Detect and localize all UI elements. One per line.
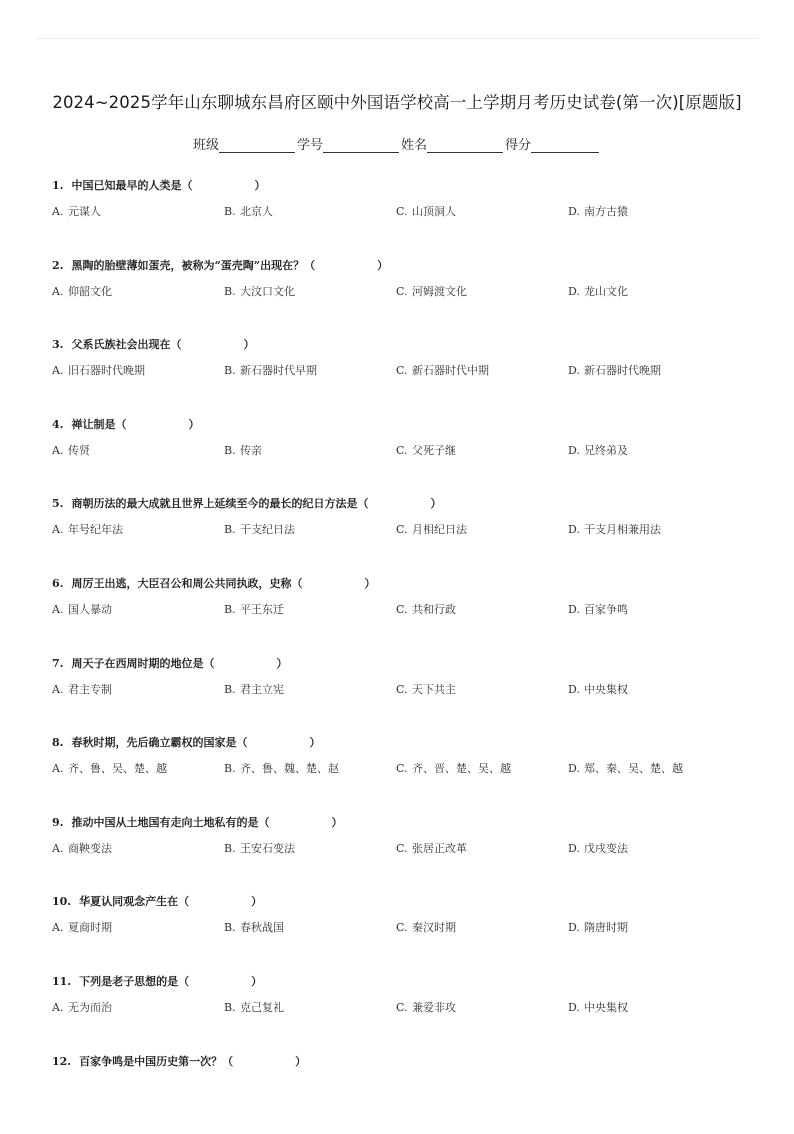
option-item[interactable] <box>396 444 568 458</box>
option-row <box>52 364 752 378</box>
option-letter: B. <box>224 602 236 616</box>
question-number: 6. <box>52 576 64 590</box>
option-row <box>52 762 752 776</box>
question-number: 3. <box>52 338 64 352</box>
option-text: 春秋战国 <box>240 921 284 935</box>
option-letter: B. <box>224 921 236 935</box>
option-letter: C. <box>396 205 408 218</box>
option-text: 北京人 <box>240 205 273 218</box>
option-letter: A. <box>52 205 64 218</box>
option-text: 传贤 <box>68 443 90 457</box>
option-letter: D. <box>568 921 580 935</box>
question-close-paren: ） <box>251 895 263 909</box>
question-item <box>52 418 752 498</box>
option-letter: A. <box>52 682 64 696</box>
option-text: 大汶口文化 <box>240 284 295 298</box>
question-stem <box>52 577 752 603</box>
question-item <box>52 497 752 577</box>
option-text: 王安石变法 <box>240 841 295 855</box>
option-letter: B. <box>224 1000 236 1014</box>
question-stem <box>52 418 752 444</box>
question-number: 5. <box>52 497 64 511</box>
option-text: 中央集权 <box>584 682 628 696</box>
option-item[interactable] <box>568 444 740 458</box>
option-item[interactable] <box>568 921 740 935</box>
option-letter: B. <box>224 841 236 855</box>
option-item[interactable] <box>52 285 224 299</box>
option-text: 隋唐时期 <box>584 921 628 935</box>
option-row <box>52 205 752 219</box>
option-item[interactable] <box>52 364 224 378</box>
question-close-paren: ） <box>276 656 288 670</box>
option-letter: C. <box>396 841 408 855</box>
class-blank[interactable] <box>219 139 295 153</box>
option-item[interactable] <box>568 205 740 219</box>
option-row <box>52 683 752 697</box>
option-row <box>52 444 752 458</box>
option-item[interactable] <box>396 762 568 776</box>
question-text: 中国已知最早的人类是（ <box>71 179 193 192</box>
option-item[interactable] <box>568 683 740 697</box>
question-stem <box>52 1055 752 1081</box>
option-letter: B. <box>224 682 236 696</box>
option-text: 商鞅变法 <box>68 841 112 855</box>
option-letter: A. <box>52 1000 64 1014</box>
question-close-paren: ） <box>188 417 200 431</box>
question-text: 下列是老子思想的是（ <box>79 974 190 988</box>
question-item <box>52 179 752 259</box>
name-blank[interactable] <box>427 139 503 153</box>
question-text: 黑陶的胎壁薄如蛋壳，被称为“蛋壳陶”出现在？（ <box>71 258 316 272</box>
option-text: 君主专制 <box>68 682 112 696</box>
option-letter: C. <box>396 602 408 616</box>
question-item <box>52 259 752 339</box>
option-text: 旧石器时代晚期 <box>68 364 145 378</box>
number-label: 学号 <box>296 138 323 153</box>
option-item[interactable] <box>568 364 740 378</box>
option-letter: B. <box>224 284 236 298</box>
option-text: 山顶洞人 <box>412 205 456 218</box>
option-letter: D. <box>568 523 580 537</box>
name-label: 姓名 <box>401 138 428 153</box>
option-text: 齐、晋、楚、吴、越 <box>412 762 511 776</box>
option-letter: C. <box>396 284 408 298</box>
option-item[interactable] <box>568 842 740 856</box>
option-letter: B. <box>224 205 236 218</box>
name-field <box>401 134 505 153</box>
option-text: 国人暴动 <box>68 602 112 616</box>
option-text: 百家争鸣 <box>584 602 628 616</box>
option-text: 干支月相兼用法 <box>584 523 661 537</box>
option-letter: A. <box>52 762 64 776</box>
option-item[interactable] <box>224 921 396 935</box>
option-letter: B. <box>224 523 236 537</box>
score-blank[interactable] <box>531 139 599 153</box>
option-text: 无为而治 <box>68 1000 112 1014</box>
question-stem <box>52 816 752 842</box>
option-text: 新石器时代早期 <box>240 364 317 378</box>
question-item <box>52 895 752 975</box>
option-letter: A. <box>52 841 64 855</box>
option-text: 齐、鲁、吴、楚、越 <box>68 762 167 776</box>
option-text: 元谋人 <box>68 205 101 218</box>
top-divider <box>36 38 758 39</box>
option-letter: D. <box>568 443 580 457</box>
option-item[interactable] <box>52 683 224 697</box>
question-text: 春秋时期，先后确立霸权的国家是（ <box>71 736 248 750</box>
option-row <box>52 921 752 935</box>
question-text: 父系氏族社会出现在（ <box>71 338 182 352</box>
option-letter: C. <box>396 921 408 935</box>
option-letter: D. <box>568 762 580 776</box>
option-item[interactable] <box>52 1001 224 1015</box>
score-label: 得分 <box>505 138 532 153</box>
option-item[interactable] <box>224 205 396 219</box>
question-item <box>52 736 752 816</box>
option-item[interactable] <box>568 1001 740 1015</box>
option-item[interactable] <box>396 205 568 219</box>
option-letter: D. <box>568 284 580 298</box>
option-letter: C. <box>396 762 408 776</box>
question-stem <box>52 259 752 285</box>
option-item[interactable] <box>396 683 568 697</box>
question-close-paren: ） <box>364 576 376 590</box>
question-number: 2. <box>52 258 64 272</box>
option-item[interactable] <box>396 364 568 378</box>
option-item[interactable] <box>224 683 396 697</box>
question-stem <box>52 736 752 762</box>
question-text: 推动中国从土地国有走向土地私有的是（ <box>71 815 270 829</box>
option-item[interactable] <box>568 285 740 299</box>
student-info-line <box>0 134 794 153</box>
question-text: 周厉王出逃，大臣召公和周公共同执政，史称（ <box>71 576 303 590</box>
option-item[interactable] <box>396 523 568 537</box>
option-item[interactable] <box>224 523 396 537</box>
question-number: 11. <box>52 974 72 988</box>
option-text: 郑、秦、吴、楚、越 <box>584 762 683 776</box>
option-letter: A. <box>52 602 64 616</box>
option-text: 兄终弟及 <box>584 443 628 457</box>
question-item <box>52 975 752 1055</box>
question-stem <box>52 338 752 364</box>
option-text: 父死子继 <box>412 443 456 457</box>
question-stem <box>52 657 752 683</box>
option-letter: B. <box>224 443 236 457</box>
option-text: 戊戌变法 <box>584 841 628 855</box>
option-item[interactable] <box>396 921 568 935</box>
option-row <box>52 1001 752 1015</box>
question-number: 9. <box>52 815 64 829</box>
option-letter: A. <box>52 364 64 378</box>
question-number: 12. <box>52 1054 72 1068</box>
option-letter: D. <box>568 205 580 218</box>
option-text: 平王东迁 <box>240 602 284 616</box>
question-item <box>52 338 752 418</box>
question-number: 7. <box>52 656 64 670</box>
question-text: 华夏认同观念产生在（ <box>79 895 190 909</box>
option-text: 共和行政 <box>412 602 456 616</box>
option-item[interactable] <box>52 842 224 856</box>
question-close-paren: ） <box>331 815 343 829</box>
option-item[interactable] <box>568 603 740 617</box>
option-letter: C. <box>396 523 408 537</box>
option-letter: A. <box>52 284 64 298</box>
option-item[interactable] <box>568 523 740 537</box>
option-row <box>52 603 752 617</box>
question-stem <box>52 975 752 1001</box>
option-letter: C. <box>396 1000 408 1014</box>
question-close-paren: ） <box>251 974 263 988</box>
option-text: 克己复礼 <box>240 1000 284 1014</box>
question-stem <box>52 497 752 523</box>
option-item[interactable] <box>396 603 568 617</box>
option-text: 仰韶文化 <box>68 284 112 298</box>
question-number: 1. <box>52 179 64 192</box>
question-list <box>52 179 752 1134</box>
question-number: 8. <box>52 736 64 750</box>
option-text: 君主立宪 <box>240 682 284 696</box>
option-item[interactable] <box>224 1001 396 1015</box>
question-number: 4. <box>52 417 64 431</box>
score-field <box>505 134 601 153</box>
option-row <box>52 523 752 537</box>
option-item[interactable] <box>568 762 740 776</box>
option-text: 新石器时代晚期 <box>584 364 661 378</box>
option-text: 兼爱非攻 <box>412 1000 456 1014</box>
option-text: 干支纪日法 <box>240 523 295 537</box>
question-text: 禅让制是（ <box>71 417 127 431</box>
option-item[interactable] <box>52 205 224 219</box>
question-close-paren: ） <box>295 1054 307 1068</box>
option-text: 中央集权 <box>584 1000 628 1014</box>
option-text: 秦汉时期 <box>412 921 456 935</box>
number-blank[interactable] <box>323 139 399 153</box>
option-item[interactable] <box>224 285 396 299</box>
option-text: 龙山文化 <box>584 284 628 298</box>
question-item <box>52 1055 752 1134</box>
option-text: 夏商时期 <box>68 921 112 935</box>
question-close-paren: ） <box>309 736 321 750</box>
option-item[interactable] <box>224 364 396 378</box>
option-letter: D. <box>568 841 580 855</box>
option-letter: A. <box>52 523 64 537</box>
option-text: 张居正改革 <box>412 841 467 855</box>
option-letter: A. <box>52 921 64 935</box>
option-letter: B. <box>224 762 236 776</box>
option-text: 天下共主 <box>412 682 456 696</box>
option-text: 南方古猿 <box>584 205 628 218</box>
question-item <box>52 657 752 737</box>
option-text: 传亲 <box>240 443 262 457</box>
option-letter: C. <box>396 682 408 696</box>
question-close-paren: ） <box>430 497 442 511</box>
question-item <box>52 577 752 657</box>
class-field <box>193 134 297 153</box>
option-item[interactable] <box>52 523 224 537</box>
option-letter: C. <box>396 443 408 457</box>
option-row <box>52 842 752 856</box>
question-close-paren: ） <box>377 258 389 272</box>
option-letter: D. <box>568 364 580 378</box>
question-close-paren: ） <box>254 179 266 192</box>
class-label: 班级 <box>192 138 219 153</box>
question-item <box>52 816 752 896</box>
option-letter: D. <box>568 1000 580 1014</box>
option-item[interactable] <box>224 762 396 776</box>
option-item[interactable] <box>396 285 568 299</box>
option-row <box>52 285 752 299</box>
option-item[interactable] <box>52 444 224 458</box>
option-text: 河姆渡文化 <box>412 284 467 298</box>
question-number: 10. <box>52 895 72 909</box>
option-item[interactable] <box>396 842 568 856</box>
option-letter: B. <box>224 364 236 378</box>
page-title: 2024~2025学年山东聊城东昌府区颐中外国语学校高一上学期月考历史试卷(第一次)[原题版] <box>52 93 742 112</box>
option-letter: C. <box>396 364 408 378</box>
option-item[interactable] <box>224 842 396 856</box>
option-item[interactable] <box>52 921 224 935</box>
option-letter: D. <box>568 602 580 616</box>
option-letter: A. <box>52 443 64 457</box>
option-item[interactable] <box>52 762 224 776</box>
option-item[interactable] <box>52 603 224 617</box>
option-text: 年号纪年法 <box>68 523 123 537</box>
option-item[interactable] <box>224 603 396 617</box>
question-text: 周天子在西周时期的地位是（ <box>71 656 215 670</box>
option-item[interactable] <box>224 444 396 458</box>
number-field <box>297 134 401 153</box>
option-text: 齐、鲁、魏、楚、赵 <box>240 762 339 776</box>
option-text: 新石器时代中期 <box>412 364 489 378</box>
question-text: 百家争鸣是中国历史第一次？（ <box>79 1054 234 1068</box>
option-text: 月相纪日法 <box>412 523 467 537</box>
option-letter: D. <box>568 682 580 696</box>
option-item[interactable] <box>396 1001 568 1015</box>
question-stem <box>52 895 752 921</box>
question-stem <box>52 179 752 205</box>
question-text: 商朝历法的最大成就且世界上延续至今的最长的纪日方法是（ <box>71 497 369 511</box>
question-close-paren: ） <box>243 338 255 352</box>
